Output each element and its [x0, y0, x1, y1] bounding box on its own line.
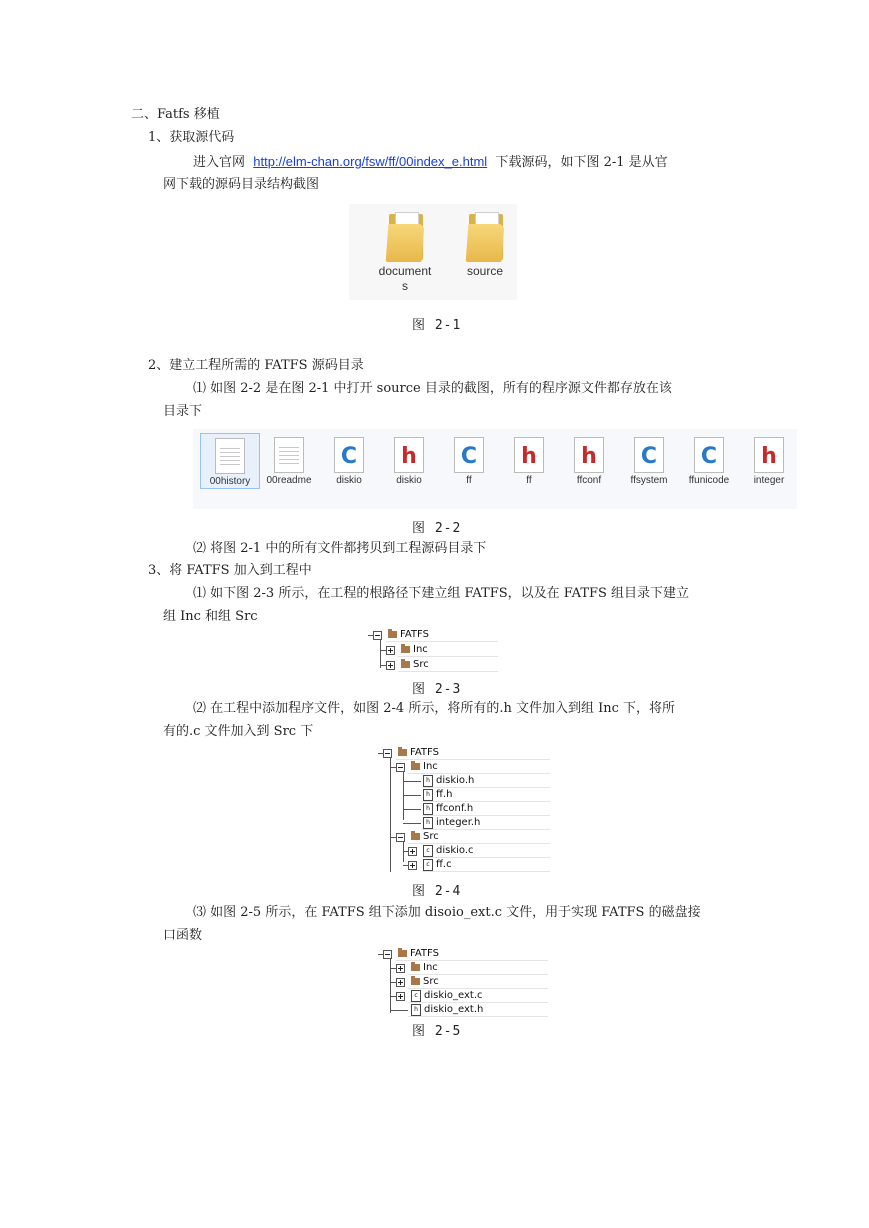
header-file-icon [514, 437, 544, 473]
file-type-glyph: C [340, 444, 358, 469]
file-item-ff-c[interactable] [440, 433, 498, 487]
c-file-icon [634, 437, 664, 473]
file-type-glyph: h [581, 444, 597, 469]
source-folder-icon[interactable] [465, 210, 505, 260]
figure-2-1-source-folders [349, 204, 517, 300]
tree-file-diskio-ext-c[interactable] [378, 989, 548, 1003]
tree-node-fatfs[interactable] [368, 628, 498, 642]
tree-node-inc[interactable] [368, 643, 498, 657]
c-file-icon [334, 437, 364, 473]
tree-label-file: diskio_ext.h [424, 1004, 484, 1015]
step3-item3-line2: 口函数 [163, 928, 203, 943]
file-item-00history-txt[interactable] [200, 433, 260, 489]
tree-label-inc: Inc [413, 644, 428, 655]
official-site-link[interactable]: http://elm-chan.org/fsw/ff/00index_e.html [253, 154, 488, 169]
collapse-icon[interactable] [383, 950, 392, 959]
file-item-diskio-h[interactable] [380, 433, 438, 487]
step3-item1-line2: 组 Inc 和组 Src [163, 609, 258, 624]
tree-label-fatfs: FATFS [410, 747, 439, 758]
step2-heading: 2、建立工程所需的 FATFS 源码目录 [148, 358, 364, 373]
header-file-icon: h [423, 817, 433, 829]
file-label: diskio [336, 475, 362, 486]
tree-label-inc: Inc [423, 962, 438, 973]
header-file-icon [394, 437, 424, 473]
tree-label-file: diskio.h [436, 775, 475, 786]
header-file-icon: h [423, 803, 433, 815]
collapse-icon[interactable] [396, 763, 405, 772]
header-file-icon: h [423, 789, 433, 801]
tree-file-ff-h[interactable] [378, 788, 550, 802]
expand-icon[interactable] [386, 661, 395, 670]
collapse-icon[interactable] [396, 833, 405, 842]
step1-heading: 1、获取源代码 [148, 130, 235, 145]
tree-node-inc[interactable] [378, 760, 550, 774]
tree-file-diskio-ext-h[interactable] [378, 1003, 548, 1017]
expand-icon[interactable] [396, 964, 405, 973]
folder-icon [411, 978, 420, 985]
tree-label-src: Src [413, 659, 429, 670]
tree-file-diskio-h[interactable] [378, 774, 550, 788]
step2-item1-line1: ⑴ 如图 2-2 是在图 2-1 中打开 source 目录的截图，所有的程序源文件都存放在该 [193, 381, 672, 396]
tree-label-file: ffconf.h [436, 803, 474, 814]
expand-icon[interactable] [408, 847, 417, 856]
file-label: ffunicode [688, 475, 730, 486]
header-file-icon [574, 437, 604, 473]
file-type-glyph: h [401, 444, 417, 469]
tree-node-fatfs[interactable] [378, 746, 550, 760]
step3-heading: 3、将 FATFS 加入到工程中 [148, 563, 312, 578]
tree-node-src[interactable] [378, 830, 550, 844]
file-item-integer-h[interactable] [740, 433, 798, 487]
step3-item3-line1: ⑶ 如图 2-5 所示，在 FATFS 组下添加 disoio_ext.c 文件，用于实现 FATFS 的磁盘接 [193, 905, 701, 920]
file-type-glyph: C [640, 444, 658, 469]
expand-icon[interactable] [408, 861, 417, 870]
expand-icon[interactable] [386, 646, 395, 655]
expand-icon[interactable] [396, 992, 405, 1001]
tree-file-integer-h[interactable] [378, 816, 550, 830]
step1-para-suffix: 下载源码，如下图 2-1 是从官 [495, 155, 668, 170]
source-folder-label: source [466, 264, 504, 278]
collapse-icon[interactable] [383, 749, 392, 758]
step1-paragraph [193, 153, 668, 172]
header-file-icon [754, 437, 784, 473]
section-title: 二、Fatfs 移植 [131, 107, 220, 122]
file-label: ff [466, 475, 472, 486]
folder-icon [411, 833, 420, 840]
tree-file-ff-c[interactable] [378, 858, 550, 872]
tree-label-src: Src [423, 831, 439, 842]
tree-node-fatfs[interactable] [378, 947, 548, 961]
text-file-icon [274, 437, 304, 473]
documents-folder-label: document s [378, 264, 432, 293]
c-file-icon: c [423, 859, 433, 871]
file-type-glyph: h [761, 444, 777, 469]
file-item-diskio-c[interactable] [320, 433, 378, 487]
tree-label-fatfs: FATFS [410, 948, 439, 959]
step3-item2-line2: 有的.c 文件加入到 Src 下 [163, 724, 314, 739]
header-file-icon: h [411, 1004, 421, 1016]
figure-2-1-caption: 图 2-1 [412, 318, 462, 333]
tree-label-file: integer.h [436, 817, 481, 828]
file-label: 00readme [266, 475, 312, 486]
figure-2-5-caption: 图 2-5 [412, 1024, 462, 1039]
file-label: 00history [209, 476, 251, 487]
file-label: ffconf [576, 475, 602, 486]
folder-icon [411, 763, 420, 770]
c-file-icon: c [411, 990, 421, 1002]
c-file-icon [454, 437, 484, 473]
figure-2-4-caption: 图 2-4 [412, 884, 462, 899]
c-file-icon: c [423, 845, 433, 857]
figure-2-3-caption: 图 2-3 [412, 682, 462, 697]
tree-label-file: ff.h [436, 789, 453, 800]
step2-item1-line2: 目录下 [163, 404, 203, 419]
tree-node-src[interactable] [368, 658, 498, 672]
file-item-00readme-txt[interactable] [260, 433, 318, 487]
tree-node-src[interactable] [378, 975, 548, 989]
step1-para-line2: 网下载的源码目录结构截图 [163, 177, 320, 192]
figure-2-2-source-files [193, 429, 797, 509]
file-item-ff-h[interactable] [500, 433, 558, 487]
tree-file-diskio-c[interactable] [378, 844, 550, 858]
text-file-icon [215, 438, 245, 474]
expand-icon[interactable] [396, 978, 405, 987]
folder-icon [401, 661, 410, 668]
step3-item1-line1: ⑴ 如下图 2-3 所示，在工程的根路径下建立组 FATFS，以及在 FATFS 组目录下建立 [193, 586, 690, 601]
step1-para-prefix: 进入官网 [193, 155, 246, 170]
tree-label-inc: Inc [423, 761, 438, 772]
folder-icon [388, 631, 397, 638]
tree-file-ffconf-h[interactable] [378, 802, 550, 816]
file-type-glyph: h [521, 444, 537, 469]
documents-folder-icon[interactable] [385, 210, 425, 260]
tree-node-inc[interactable] [378, 961, 548, 975]
figure-2-4-file-tree [378, 746, 550, 872]
file-item-ffunicode-c[interactable] [680, 433, 738, 487]
folder-icon [398, 950, 407, 957]
folder-icon [401, 646, 410, 653]
file-item-ffconf-h[interactable] [560, 433, 618, 487]
figure-2-3-group-tree [368, 628, 498, 674]
folder-icon [398, 749, 407, 756]
file-type-glyph: C [700, 444, 718, 469]
step3-item2-line1: ⑵ 在工程中添加程序文件，如图 2-4 所示，将所有的.h 文件加入到组 Inc 下，将所 [193, 701, 676, 716]
header-file-icon: h [423, 775, 433, 787]
collapse-icon[interactable] [373, 631, 382, 640]
file-label: ffsystem [630, 475, 668, 486]
tree-label-file: diskio.c [436, 845, 474, 856]
tree-label-file: diskio_ext.c [424, 990, 483, 1001]
tree-label-src: Src [423, 976, 439, 987]
file-item-ffsystem-c[interactable] [620, 433, 678, 487]
c-file-icon [694, 437, 724, 473]
folder-icon [411, 964, 420, 971]
file-label: ff [526, 475, 532, 486]
file-type-glyph: C [460, 444, 478, 469]
step2-item2: ⑵ 将图 2-1 中的所有文件都拷贝到工程源码目录下 [193, 541, 487, 556]
tree-label-fatfs: FATFS [400, 629, 429, 640]
file-label: diskio [396, 475, 422, 486]
figure-2-5-ext-tree [378, 947, 548, 1017]
tree-label-file: ff.c [436, 859, 452, 870]
figure-2-2-caption: 图 2-2 [412, 521, 462, 536]
file-label: integer [753, 475, 785, 486]
